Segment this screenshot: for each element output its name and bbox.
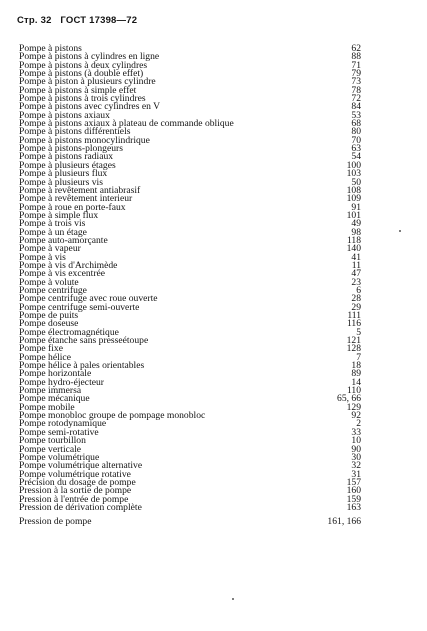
index-page-ref: 70 (351, 134, 361, 146)
standard-number: ГОСТ 17398—72 (60, 15, 138, 26)
index-term: Pompe centrifuge (19, 284, 87, 296)
index-page-ref: 103 (346, 168, 361, 180)
index-page-ref: 92 (351, 410, 361, 422)
index-page-ref: 101 (346, 209, 361, 221)
index-entry (19, 337, 361, 345)
index-term: Pompe à volute (19, 276, 79, 288)
index-page-ref: 68 (351, 118, 361, 130)
index-page-ref: 65, 66 (337, 393, 361, 405)
index-term: Pompe à roue en porte-faux (19, 201, 126, 213)
index-page-ref: 5 (356, 326, 361, 338)
index-term: Pompe monobloc groupe de pompage monobloc (19, 410, 206, 422)
index-list (19, 45, 361, 527)
index-page-ref: 89 (351, 368, 361, 380)
index-entry (19, 245, 361, 253)
index-term: Pression à l'entrée de pompe (19, 493, 129, 505)
index-page-ref: 121 (346, 335, 361, 347)
page-number: Стр. 32 (17, 15, 52, 26)
index-term: Pompe à piston à plusieurs cylindre (19, 76, 156, 88)
index-page-ref: 161, 166 (327, 516, 361, 528)
index-page-ref: 128 (346, 343, 361, 355)
index-page-ref: 160 (346, 485, 361, 497)
index-term: Pompe mécanique (19, 393, 90, 405)
index-page-ref: 23 (351, 276, 361, 288)
index-page-ref: 116 (346, 318, 361, 330)
index-page-ref: 91 (351, 201, 361, 213)
index-term: Pompe mobile (19, 401, 75, 413)
page-header (17, 15, 143, 26)
index-term: Pompe à trois vis (19, 218, 86, 230)
index-term: Pompe à vis d'Archimède (19, 259, 118, 271)
index-term: Pression de dérivation complète (19, 501, 142, 513)
scan-speck (232, 598, 234, 600)
index-page-ref: 6 (356, 284, 361, 296)
index-term: Pompe à pistons (à double effet) (19, 68, 144, 80)
scan-speck (399, 230, 401, 232)
index-term: Pompe à pistons axiaux à plateau de commande oblique (19, 118, 234, 130)
index-page-ref: 71 (351, 59, 361, 71)
index-term: Pompe à plusieurs étages (19, 159, 116, 171)
index-term: Pompe à pistons radiaux (19, 151, 114, 163)
index-page-ref: 63 (351, 143, 361, 155)
index-term: Pompe semi-rotative (19, 426, 99, 438)
index-term: Pompe doseuse (19, 318, 79, 330)
index-term: Pompe hélice à pales orientables (19, 360, 145, 372)
index-term: Pompe à pistons axiaux (19, 109, 110, 121)
index-entry (19, 518, 361, 526)
index-term: Pompe à revêtement interieur (19, 193, 133, 205)
index-page-ref: 30 (351, 451, 361, 463)
index-term: Pompe volumétrique (19, 451, 100, 463)
index-term: Pompe hydro-éjecteur (19, 376, 104, 388)
index-page-ref: 32 (351, 460, 361, 472)
index-page-ref: 31 (351, 468, 361, 480)
index-term: Pompe à revêtement antiabrasif (19, 184, 141, 196)
index-term: Pompe immersa (19, 385, 82, 397)
index-term: Pompe à pistons monocylindrique (19, 134, 150, 146)
index-term: Pompe hélice (19, 351, 71, 363)
index-term: Pompe fixe (19, 343, 63, 355)
index-term: Pompe à vis (19, 251, 66, 263)
index-entry (19, 501, 361, 513)
index-term: Pompe à vapeur (19, 243, 81, 255)
index-term: Pompe à plusieurs vis (19, 176, 103, 188)
index-page-ref: 163 (346, 501, 361, 513)
index-term: Pompe à pistons-plongeurs (19, 143, 123, 155)
index-term: Pression de pompe (19, 516, 92, 528)
index-term: Pompe à simple flux (19, 209, 99, 221)
index-page-ref: 2 (356, 418, 361, 430)
index-term: Pompe centrifuge avec roue ouverte (19, 293, 158, 305)
index-page-ref: 10 (351, 435, 361, 447)
index-page-ref: 50 (351, 176, 361, 188)
index-page-ref: 29 (351, 301, 361, 313)
index-term: Pompe tourbillon (19, 435, 86, 447)
index-page-ref: 72 (351, 93, 361, 105)
index-page-ref: 11 (351, 259, 361, 271)
index-term: Pompe volumétrique alternative (19, 460, 143, 472)
index-page-ref: 54 (351, 151, 361, 163)
index-page-ref: 100 (346, 159, 361, 171)
index-term: Pompe auto-amorçante (19, 234, 108, 246)
index-term: Pompe à un étage (19, 226, 87, 238)
index-term: Pompe à pistons à simple effet (19, 84, 137, 96)
index-term: Pompe à pistons à cylindres en ligne (19, 51, 160, 63)
index-page-ref: 53 (351, 109, 361, 121)
index-page-ref: 159 (346, 493, 361, 505)
index-page-ref: 18 (351, 360, 361, 372)
index-term: Pompe centrifuge semi-ouverte (19, 301, 140, 313)
index-page-ref: 73 (351, 76, 361, 88)
index-page-ref: 98 (351, 226, 361, 238)
index-page-ref: 109 (346, 193, 361, 205)
index-page-ref: 28 (351, 293, 361, 305)
index-term: Pompe électromagnétique (19, 326, 119, 338)
index-page-ref: 41 (351, 251, 361, 263)
index-page-ref: 90 (351, 443, 361, 455)
index-page-ref: 129 (346, 401, 361, 413)
index-term: Pompe à pistons différentiels (19, 126, 131, 138)
index-page-ref: 80 (351, 126, 361, 138)
index-page-ref: 79 (351, 68, 361, 80)
index-term: Pompe à pistons (19, 43, 82, 54)
index-term: Précision du dosage de pompe (19, 476, 136, 488)
index-term: Pompe verticale (19, 443, 82, 455)
index-term: Pompe à vis excentrée (19, 268, 106, 280)
index-term: Pompe à plusieurs flux (19, 168, 108, 180)
index-page-ref: 33 (351, 426, 361, 438)
index-term: Pompe étanche sans presseétoupe (19, 335, 149, 347)
index-page-ref: 111 (347, 310, 361, 321)
index-page-ref: 62 (351, 43, 361, 54)
index-term: Pompe volumétrique rotative (19, 468, 131, 480)
index-page-ref: 157 (346, 476, 361, 488)
index-page-ref: 140 (346, 243, 361, 255)
index-term: Pression à la sortie de pompe (19, 485, 132, 497)
index-term: Pompe à pistons avec cylindres en V (19, 101, 161, 113)
index-page-ref: 118 (346, 234, 361, 246)
index-page-ref: 108 (346, 184, 361, 196)
index-page-ref: 88 (351, 51, 361, 63)
index-page-ref: 47 (351, 268, 361, 280)
index-term: Pompe rotodynamique (19, 418, 107, 430)
index-page-ref: 110 (346, 385, 361, 397)
index-page-ref: 49 (351, 218, 361, 230)
index-page-ref: 84 (351, 101, 361, 113)
index-term: Pompe à pistons à deux cylindres (19, 59, 148, 71)
index-page-ref: 14 (351, 376, 361, 388)
index-term: Pompe à pistons à trois cylindres (19, 93, 146, 105)
index-term: Pompe de puits (19, 310, 79, 321)
index-page-ref: 7 (356, 351, 361, 363)
index-page-ref: 78 (351, 84, 361, 96)
index-term: Pompe horizontale (19, 368, 92, 380)
